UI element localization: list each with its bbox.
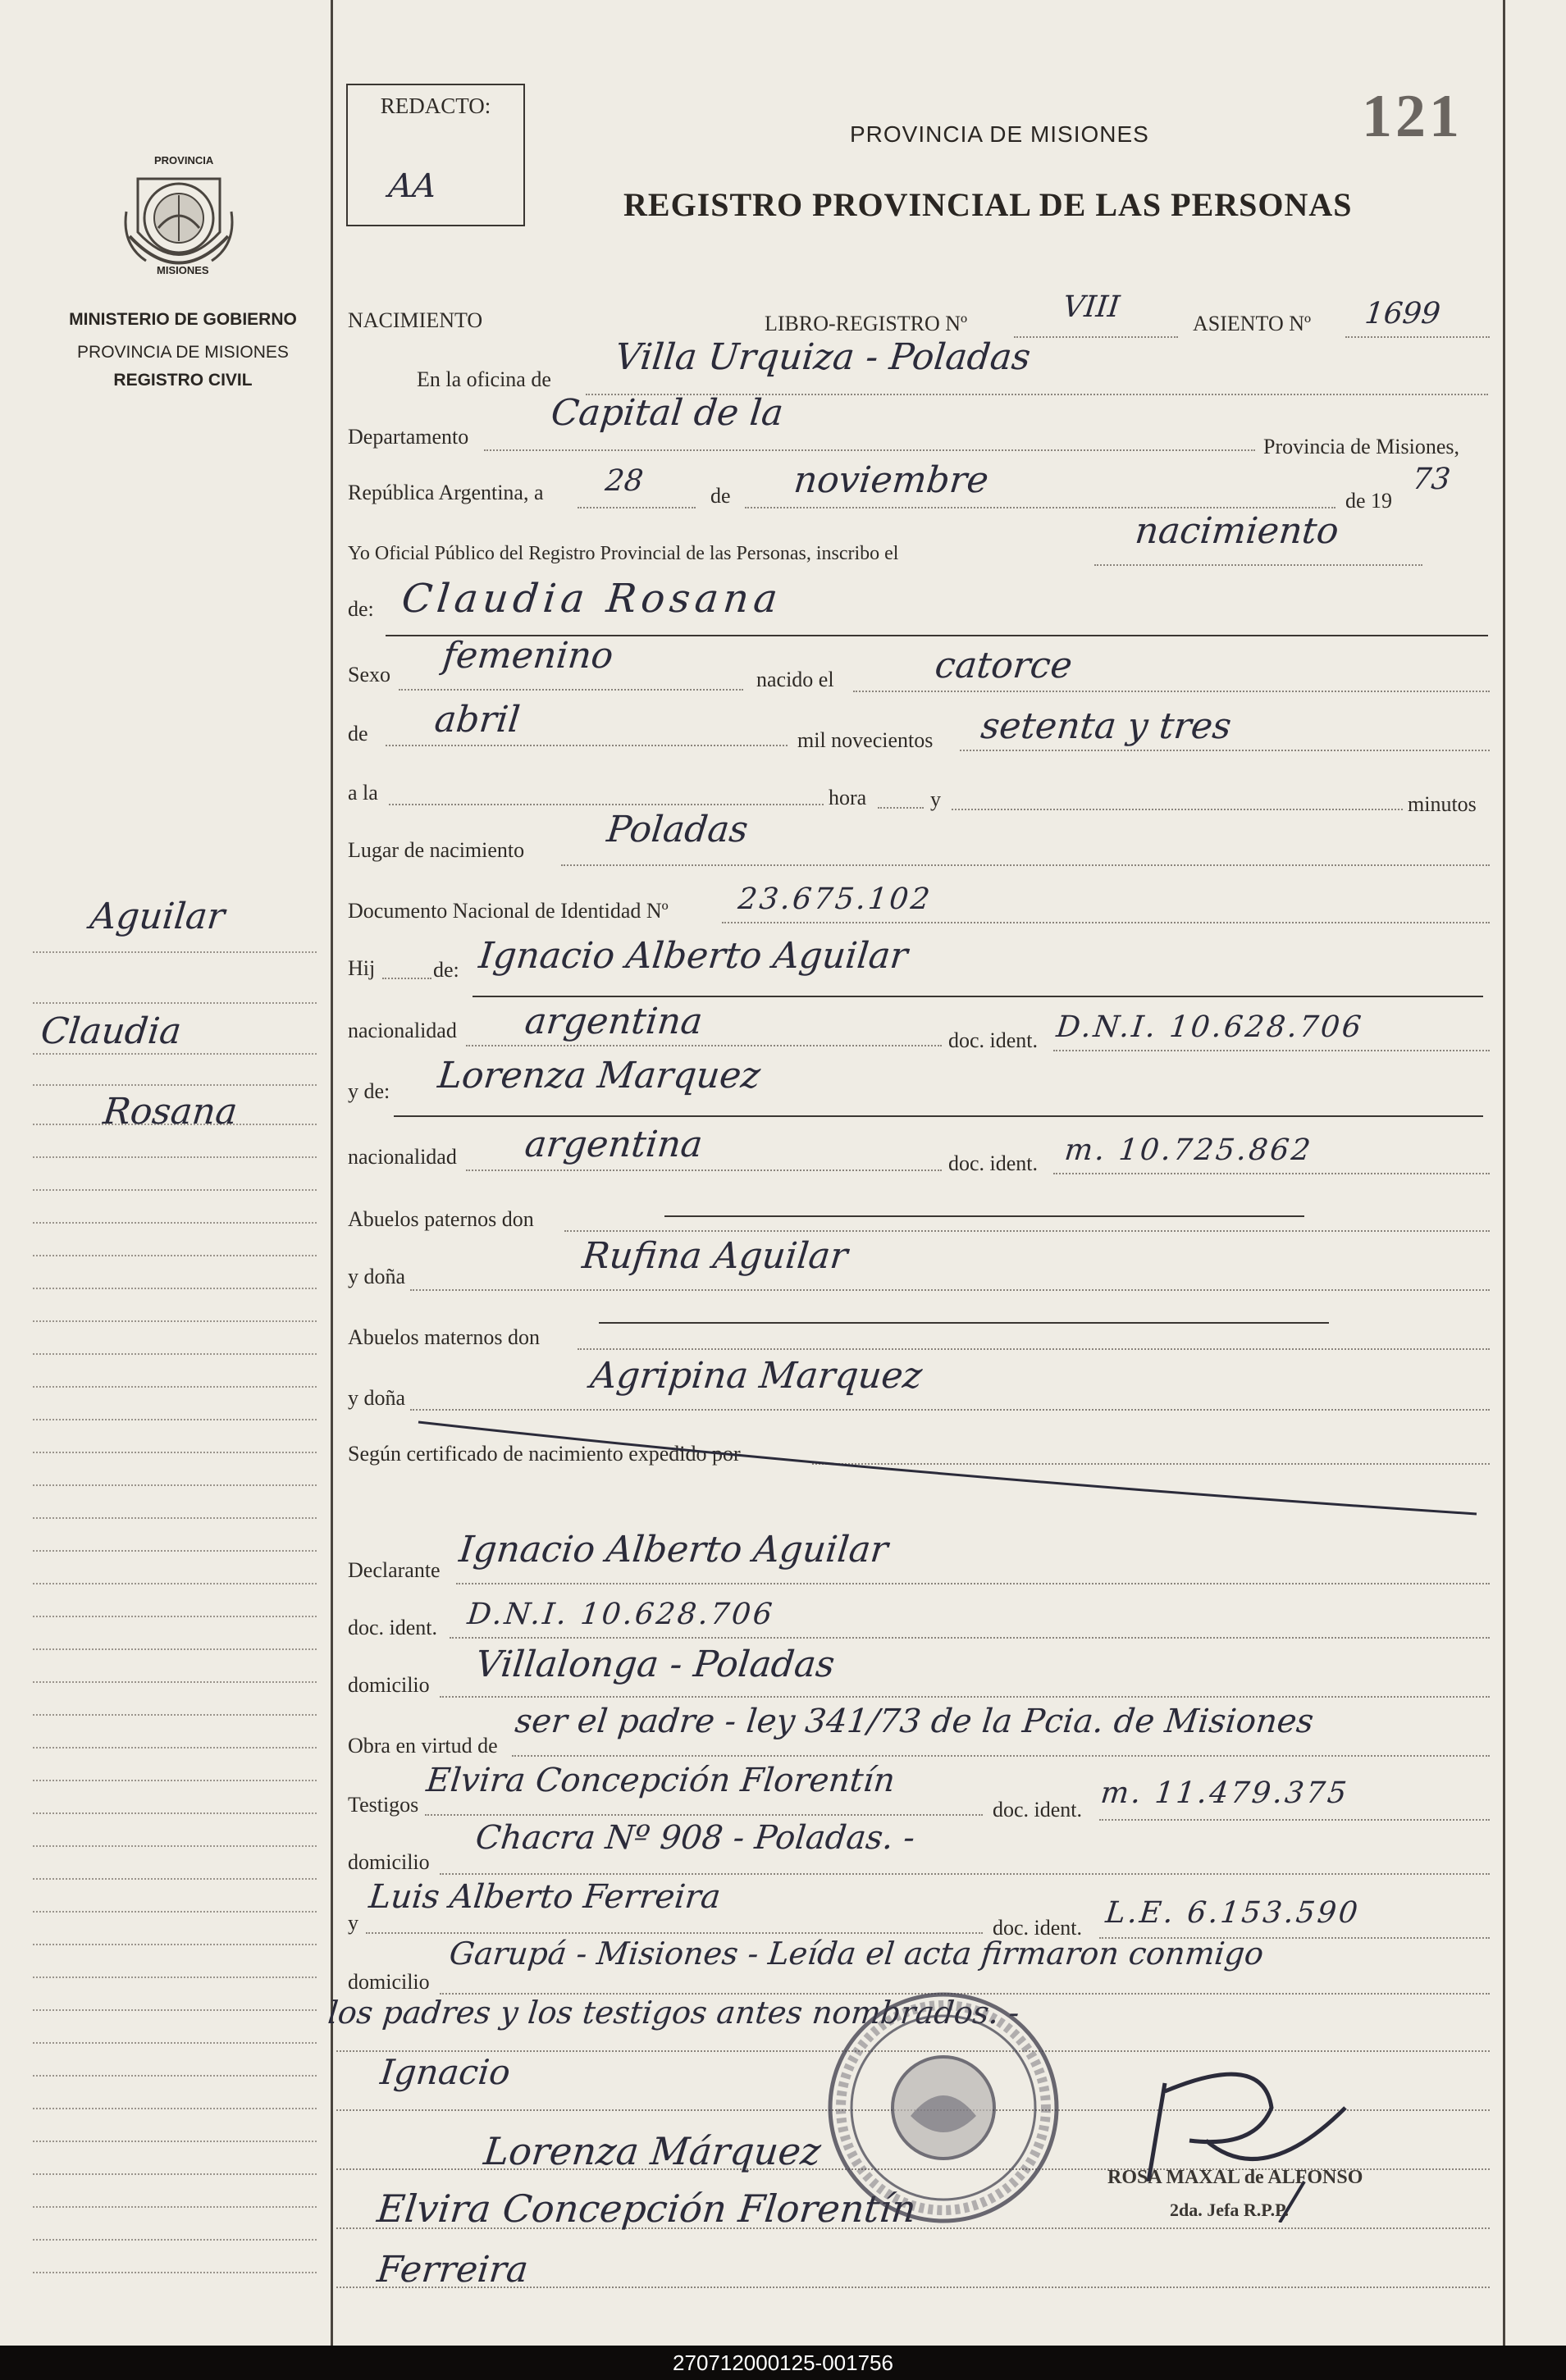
ala-label: a la	[348, 781, 378, 805]
libro-label: LIBRO-REGISTRO Nº	[765, 312, 968, 335]
month-value: noviembre	[792, 459, 991, 501]
maternal-grandparents-label: Abuelos maternos don	[348, 1325, 540, 1349]
testigo-1-value: Elvira Concepción Florentín	[424, 1762, 897, 1799]
mother-doc-label: doc. ident.	[948, 1151, 1039, 1175]
nacido-value: catorce	[933, 645, 1075, 686]
testigo-2-doc-label: doc. ident.	[993, 1916, 1083, 1940]
y-label: y	[930, 787, 941, 811]
mother-name-value: Lorenza Marquez	[436, 1055, 763, 1097]
father-nationality-value: argentina	[523, 1001, 705, 1042]
maternal-grandmother-label: y doña	[348, 1386, 406, 1410]
birth-year-value: setenta y tres	[979, 705, 1234, 747]
page-number: 121	[1362, 83, 1463, 150]
mother-doc-value: m. 10.725.862	[1062, 1133, 1315, 1167]
testigo-2-domicilio-label: domicilio	[348, 1970, 430, 1994]
signature-witness-1: Elvira Concepción Florentín	[375, 2186, 919, 2231]
obra-value: ser el padre - ley 341/73 de la Pcia. de Misiones	[513, 1703, 1316, 1740]
departamento-value: Capital de la	[549, 392, 786, 434]
father-name-value: Ignacio Alberto Aguilar	[477, 935, 910, 977]
dni-value: 23.675.102	[736, 882, 934, 916]
ministry-line-3: REGISTRO CIVIL	[113, 371, 253, 390]
emblem-bottom-text: MISIONES	[157, 264, 209, 276]
father-nationality-label: nacionalidad	[348, 1019, 457, 1042]
day-value: 28	[603, 464, 645, 498]
birth-month-value: abril	[432, 699, 523, 741]
official-name: ROSA MAXAL de ALFONSO	[1107, 2167, 1363, 2188]
testigo-1-doc-label: doc. ident.	[993, 1798, 1083, 1821]
sexo-value: femenino	[441, 635, 616, 677]
yde-label: y de:	[348, 1079, 390, 1103]
official-seal	[820, 1985, 1066, 2231]
ministry-line-1: MINISTERIO DE GOBIERNO	[69, 310, 297, 329]
asiento-value: 1699	[1363, 297, 1442, 331]
emblem-top-text: PROVINCIA	[154, 154, 214, 166]
testigo-2-doc-value: L.E. 6.153.590	[1103, 1896, 1362, 1930]
lugar-value: Poladas	[605, 809, 751, 850]
oficial-value: nacimiento	[1133, 510, 1341, 552]
declarante-value: Ignacio Alberto Aguilar	[457, 1529, 890, 1571]
dni-label: Documento Nacional de Identidad Nº	[348, 899, 669, 923]
paternal-grandparents-label: Abuelos paternos don	[348, 1207, 534, 1231]
father-doc-label: doc. ident.	[948, 1028, 1039, 1052]
oficial-text: Yo Oficial Público del Registro Provincial de las Personas, inscribo el	[348, 543, 899, 564]
province-header: PROVINCIA DE MISIONES	[850, 121, 1149, 147]
oficina-label: En la oficina de	[417, 367, 551, 391]
segun-certificado-label: Según certificado de nacimiento expedido por	[348, 1442, 741, 1466]
declarante-domicilio-value: Villalonga - Poladas	[473, 1644, 837, 1685]
mil-novecientos-label: mil novecientos	[797, 728, 934, 752]
margin-second-name: Rosana	[101, 1091, 240, 1133]
father-doc-value: D.N.I. 10.628.706	[1054, 1010, 1366, 1044]
paternal-grandmother-value: Rufina Aguilar	[580, 1235, 850, 1277]
testigo-1-doc-value: m. 11.479.375	[1098, 1776, 1351, 1810]
mother-nationality-label: nacionalidad	[348, 1145, 457, 1169]
libro-value: VIII	[1061, 290, 1121, 324]
registry-title: REGISTRO PROVINCIAL DE LAS PERSONAS	[623, 186, 1353, 223]
name-de-label: de:	[348, 597, 374, 621]
official-role: 2da. Jefa R.P.P.	[1170, 2200, 1290, 2220]
testigo-1-domicilio-label: domicilio	[348, 1850, 430, 1874]
declarante-doc-value: D.N.I. 10.628.706	[465, 1598, 777, 1631]
margin-surname: Aguilar	[88, 896, 227, 937]
asiento-label: ASIENTO Nº	[1193, 312, 1312, 335]
maternal-grandmother-value: Agripina Marquez	[588, 1355, 925, 1397]
hij-label: Hij	[348, 956, 376, 980]
testigo-2-y-label: y	[348, 1911, 358, 1935]
provincia-label: Provincia de Misiones,	[1263, 435, 1460, 458]
year-prefix: de 19	[1345, 489, 1393, 513]
minutos-label: minutos	[1408, 792, 1477, 816]
nacimiento-label: NACIMIENTO	[348, 308, 483, 332]
hij-de-label: de:	[433, 958, 459, 982]
testigos-label: Testigos	[348, 1793, 419, 1817]
official-signature-mark	[1132, 2059, 1378, 2223]
departamento-label: Departamento	[348, 425, 469, 449]
republica-label: República Argentina, a	[348, 481, 544, 504]
signature-witness-2: Ferreira	[375, 2249, 531, 2291]
year-value: 73	[1410, 463, 1452, 496]
child-name-value: Claudia Rosana	[399, 576, 785, 622]
signature-mother: Lorenza Márquez	[482, 2129, 824, 2173]
date-de-label: de	[710, 484, 731, 508]
lugar-label: Lugar de nacimiento	[348, 838, 525, 862]
declarante-domicilio-label: domicilio	[348, 1673, 430, 1697]
redacto-label: REDACTO:	[380, 93, 491, 118]
hora-label: hora	[829, 786, 867, 809]
signature-father: Ignacio	[378, 2052, 513, 2092]
declarante-label: Declarante	[348, 1558, 441, 1582]
nacido-label: nacido el	[756, 668, 834, 691]
testigo-2-domicilio-value: Garupá - Misiones - Leída el acta firmaron conmigo	[447, 1935, 1266, 1972]
birth-month-de-label: de	[348, 722, 368, 745]
testigo-2-value: Luis Alberto Ferreira	[367, 1878, 723, 1916]
declarante-doc-label: doc. ident.	[348, 1616, 438, 1639]
ministry-line-2: PROVINCIA DE MISIONES	[77, 343, 289, 362]
margin-first-name: Claudia	[39, 1010, 184, 1052]
closing-text: los padres y los testigos antes nombrados. -	[326, 1995, 1021, 2031]
testigo-1-domicilio-value: Chacra Nº 908 - Poladas. -	[473, 1819, 917, 1857]
mother-nationality-value: argentina	[523, 1124, 705, 1165]
sexo-label: Sexo	[348, 663, 390, 686]
obra-label: Obra en virtud de	[348, 1734, 498, 1758]
document-id-footer: 270712000125-001756	[0, 2346, 1566, 2380]
oficina-value: Villa Urquiza - Poladas	[613, 336, 1033, 378]
redacto-initials: AA	[386, 167, 439, 205]
paternal-grandmother-label: y doña	[348, 1265, 406, 1288]
